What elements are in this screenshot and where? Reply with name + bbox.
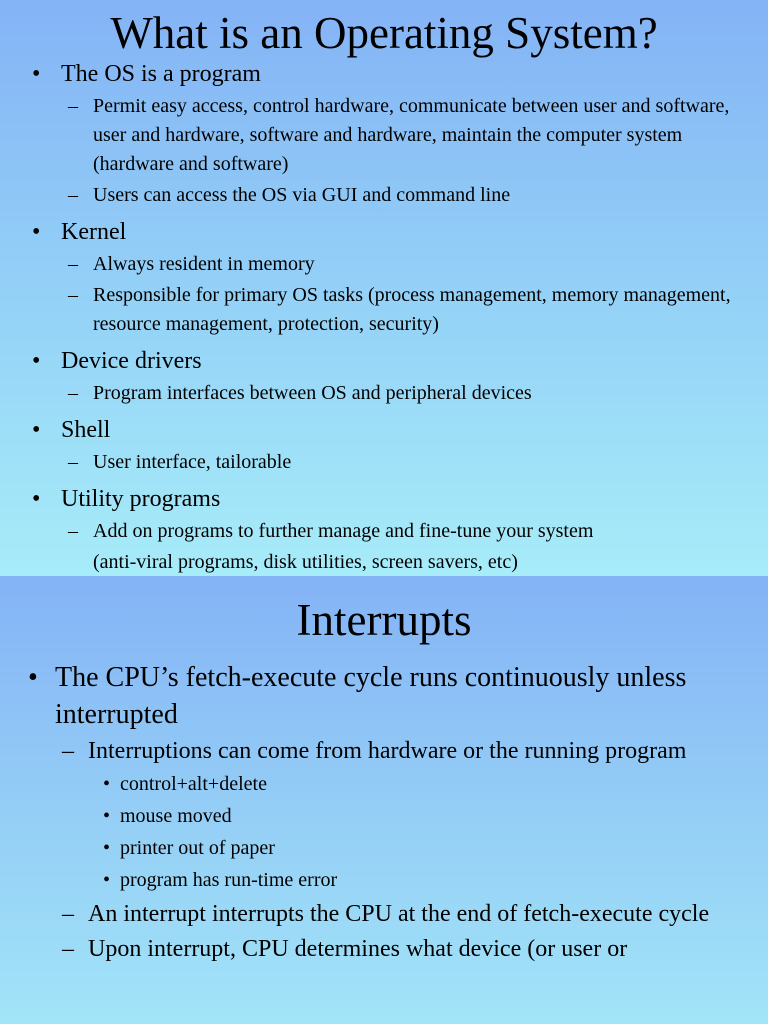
dash-icon: – [68,95,78,117]
sub-bullet-item [0,281,768,339]
dash-icon: – [68,520,78,542]
bullet-icon: • [103,773,111,795]
bullet-icon: • [103,837,111,859]
slide-title: Interrupts [296,595,472,645]
slide-interrupts [0,576,768,1024]
sub-sub-bullet-text: mouse moved [120,805,232,827]
bullet-item [0,58,768,90]
bullet-item [0,483,768,515]
dash-icon: – [68,451,78,473]
bullet-item [0,216,768,248]
sub-sub-bullet-item [0,768,768,800]
bullet-icon: • [28,662,38,693]
sub-bullet-item [0,517,768,546]
sub-bullet-text: An interrupt interrupts the CPU at the end of fetch-execute cycle [88,901,710,927]
bullet-icon: • [32,486,41,512]
dash-icon: – [62,936,74,962]
sub-bullet-text: Always resident in memory [93,253,315,275]
bullet-item [0,659,768,733]
dash-icon: – [68,184,78,206]
sub-bullet-text: Responsible for primary OS tasks (process management, memory management, resource management, protection, security) [93,284,731,335]
bullet-icon: • [103,869,111,891]
sub-bullet-item [0,379,768,408]
sub-bullet-text: Interruptions can come from hardware or the running program [88,738,687,764]
dash-icon: – [68,253,78,275]
bullet-icon: • [32,348,41,374]
sub-bullet-item [0,933,768,966]
sub-bullet-item [0,448,768,477]
sub-bullet-text: Program interfaces between OS and peripheral devices [93,382,532,404]
sub-bullet-item [0,548,768,576]
dash-icon: – [62,738,74,764]
slide-body [0,659,768,966]
sub-sub-bullet-item [0,864,768,896]
bullet-icon: • [32,61,41,87]
sub-bullet-text: (anti-viral programs, disk utilities, screen savers, etc) [93,551,518,573]
bullet-icon: • [32,219,41,245]
dash-icon: – [62,901,74,927]
sub-sub-bullet-text: control+alt+delete [120,773,267,795]
bullet-text: Utility programs [61,486,221,512]
bullet-text: Device drivers [61,348,202,374]
sub-bullet-text: User interface, tailorable [93,451,292,473]
bullet-text: Kernel [61,219,127,245]
sub-sub-bullet-item [0,800,768,832]
sub-bullet-text: Permit easy access, control hardware, communicate between user and software, user and hardware, software and hardware, maintain the computer system (hardware and software) [93,95,730,175]
sub-bullet-text: Users can access the OS via GUI and command line [93,184,511,206]
sub-bullet-item [0,735,768,768]
sub-sub-bullet-item [0,832,768,864]
bullet-text: Shell [61,417,111,443]
bullet-text: The OS is a program [61,61,261,87]
sub-bullet-item [0,250,768,279]
slide-body [0,56,768,576]
slide-title: What is an Operating System? [110,8,658,58]
sub-bullet-text: Add on programs to further manage and fine-tune your system [93,520,594,542]
sub-bullet-text: Upon interrupt, CPU determines what device (or user or [88,936,628,962]
sub-bullet-item [0,92,768,179]
bullet-item [0,414,768,446]
bullet-icon: • [32,417,41,443]
dash-icon: – [68,284,78,306]
bullet-text: The CPU’s fetch-execute cycle runs continuously unless interrupted [55,662,687,730]
sub-bullet-item [0,898,768,931]
bullet-item [0,345,768,377]
sub-bullet-item [0,181,768,210]
sub-sub-bullet-text: program has run-time error [120,869,338,891]
sub-sub-bullet-text: printer out of paper [120,837,275,859]
dash-icon: – [68,382,78,404]
bullet-icon: • [103,805,111,827]
